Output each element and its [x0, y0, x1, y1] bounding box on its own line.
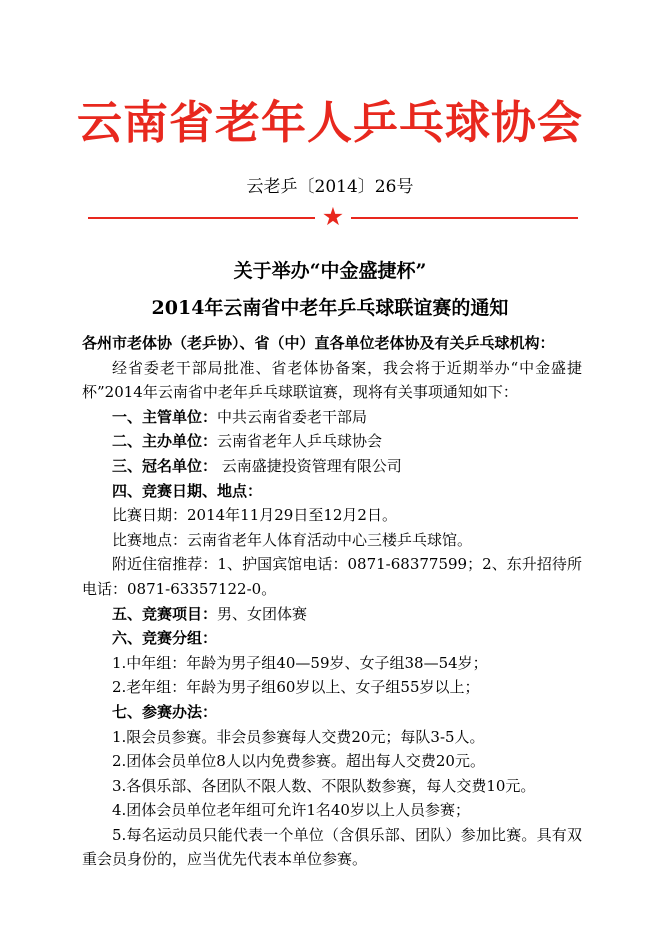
section-7-item-4: 4.团体会员单位老年组可允许1名40岁以上人员参赛；	[112, 801, 470, 820]
section-6-item-2: 2.老年组：年龄为男子组60岁以上、女子组55岁以上；	[112, 678, 480, 697]
section-4-date: 比赛日期：2014年11月29日至12月2日。	[112, 506, 397, 525]
section-7-item-1: 1.限会员参赛。非会员参赛每人交费20元；每队3-5人。	[112, 727, 485, 746]
doc-number: 云老乒〔2014〕26号	[246, 177, 414, 197]
section-4	[82, 479, 582, 504]
section-2	[82, 429, 582, 454]
intro-paragraph: 经省委老干部局批准、省老体协备案，我会将于近期举办“中金盛捷杯”2014年云南省中老年乒乓球联谊赛，现将有关事项通知如下：	[82, 358, 582, 402]
section-3-label: 三、冠名单位：	[112, 456, 218, 475]
section-6-label: 六、竞赛分组：	[112, 629, 218, 648]
red-divider	[88, 202, 578, 231]
section-2-value: 云南省老年人乒乓球协会	[217, 432, 383, 451]
divider-line-right	[351, 217, 578, 219]
section-5	[82, 602, 582, 627]
section-3-value: 云南盛捷投资管理有限公司	[217, 456, 402, 475]
section-7-item-3: 3.各俱乐部、各团队不限人数、不限队数参赛，每人交费10元。	[112, 776, 536, 795]
section-7-item-2: 2.团体会员单位8人以内免费参赛。超出每人交费20元。	[112, 752, 485, 771]
notice-body	[82, 331, 582, 872]
notice-title-line1: 关于举办“中金盛捷杯”	[233, 260, 427, 282]
section-6-item-1: 1.中年组：年龄为男子组40—59岁、女子组38—54岁；	[112, 653, 488, 672]
section-7	[82, 700, 582, 725]
salutation: 各州市老体协（老乒协）、省（中）直各单位老体协及有关乒乓球机构：	[82, 334, 555, 352]
section-7-label: 七、参赛办法：	[112, 702, 218, 721]
section-1-value: 中共云南省委老干部局	[217, 407, 368, 426]
section-1-label: 一、主管单位：	[112, 407, 218, 426]
section-5-label: 五、竞赛项目：	[112, 604, 218, 623]
section-4-label: 四、竞赛日期、地点：	[112, 481, 263, 500]
section-4-venue: 比赛地点：云南省老年人体育活动中心三楼乒乓球馆。	[112, 530, 473, 549]
section-4-hotel: 附近住宿推荐：1、护国宾馆电话：0871-68377599；2、东升招待所电话：0871-63357122-0。	[82, 555, 582, 598]
section-2-label: 二、主办单位：	[112, 432, 218, 451]
divider-line-left	[88, 217, 315, 219]
section-7-item-5: 5.每名运动员只能代表一个单位（含俱乐部、团队）参加比赛。具有双重会员身份的，应当优先代表本单位参赛。	[82, 825, 582, 869]
section-5-value: 男、女团体赛	[217, 604, 308, 623]
org-header: 云南省老年人乒乓球协会	[76, 96, 583, 149]
section-6	[82, 626, 582, 651]
notice-title-line2: 2014年云南省中老年乒乓球联谊赛的通知	[151, 297, 509, 319]
section-1	[82, 405, 582, 430]
star-icon: ★	[321, 202, 345, 231]
section-3	[82, 454, 582, 479]
